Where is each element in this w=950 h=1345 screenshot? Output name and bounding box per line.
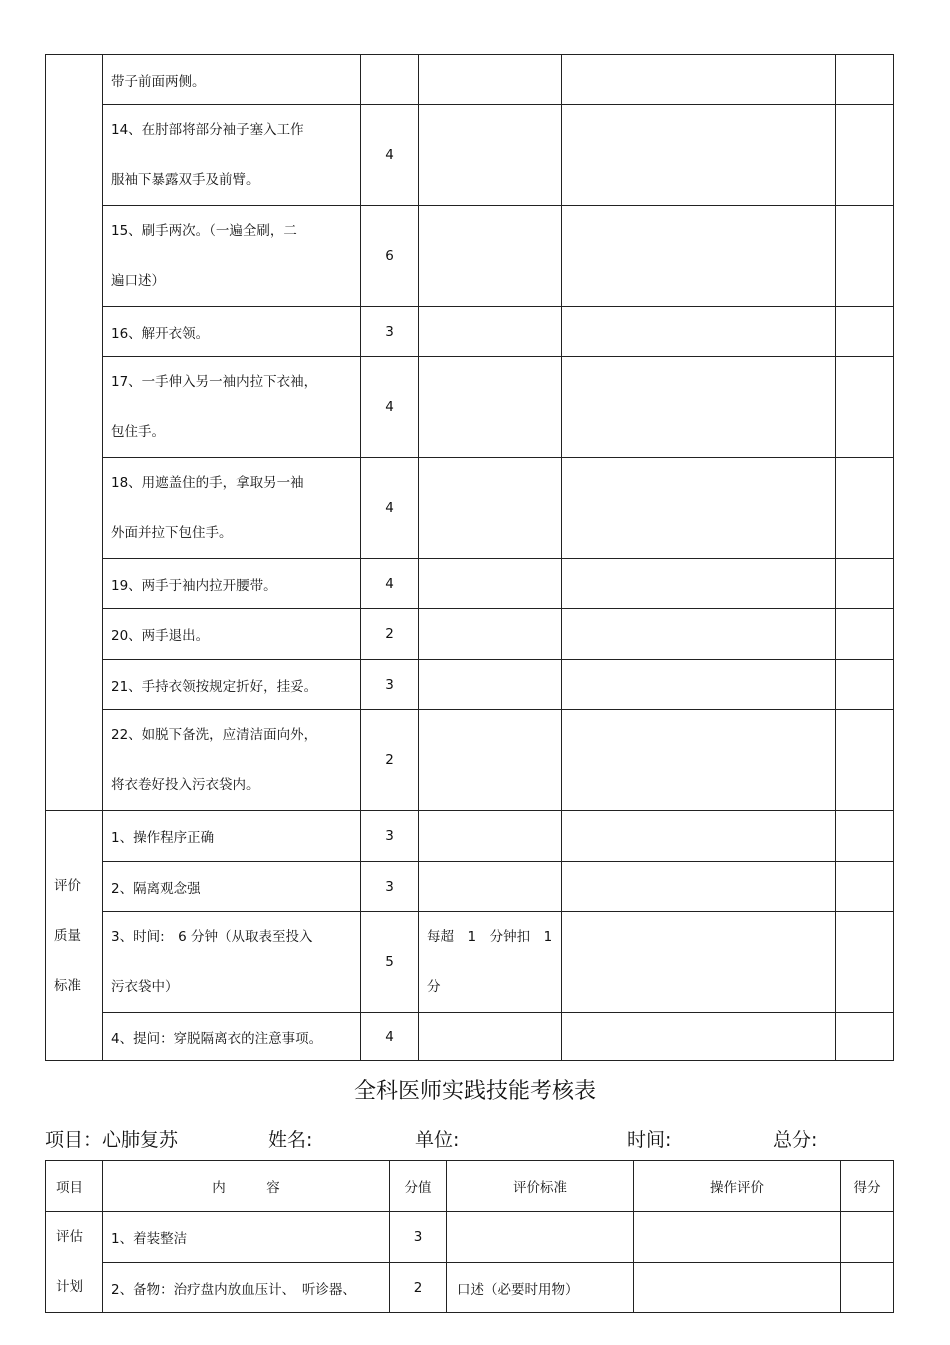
category-cell: 评估 计划 — [46, 1212, 103, 1313]
header-criteria: 评价标准 — [447, 1161, 634, 1212]
score-cell: 3 — [361, 307, 419, 357]
score-cell: 4 — [361, 105, 419, 206]
table-row — [46, 1212, 894, 1263]
table-row — [46, 1013, 894, 1061]
table-row — [46, 307, 894, 357]
score-cell: 2 — [361, 710, 419, 811]
score-cell: 4 — [361, 357, 419, 458]
content-cell: 带子前面两侧。 — [103, 55, 361, 105]
table-row — [46, 710, 894, 811]
total-label: 总分: — [773, 1129, 818, 1151]
score-cell: 4 — [361, 559, 419, 609]
time-label: 时间: — [627, 1129, 672, 1151]
content-cell: 1、操作程序正确 — [103, 811, 361, 862]
unit-label: 单位: — [415, 1129, 460, 1151]
assessment-table — [45, 1160, 894, 1313]
score-cell: 3 — [361, 660, 419, 710]
content-cell: 19、两手于袖内拉开腰带。 — [103, 559, 361, 609]
score-cell: 3 — [361, 862, 419, 912]
table-row — [46, 559, 894, 609]
header-content: 内 容 — [103, 1161, 390, 1212]
score-cell: 5 — [361, 912, 419, 1013]
content-cell: 18、用遮盖住的手，拿取另一袖 外面并拉下包住手。 — [103, 458, 361, 559]
criteria-cell: 口述（必要时用物） — [447, 1263, 634, 1313]
header-project: 项目 — [46, 1161, 103, 1212]
header-points: 得分 — [841, 1161, 894, 1212]
content-cell: 17、一手伸入另一袖内拉下衣袖， 包住手。 — [103, 357, 361, 458]
table-row — [46, 912, 894, 1013]
content-cell: 1、着装整洁 — [103, 1212, 390, 1263]
table-row — [46, 206, 894, 307]
table-row — [46, 862, 894, 912]
eval-category-cell: 评价 质量 标准 — [46, 811, 103, 1061]
continued-score-table — [45, 54, 894, 1061]
criteria-cell — [447, 1212, 634, 1263]
category-cell-empty — [46, 55, 103, 811]
content-cell: 16、解开衣领。 — [103, 307, 361, 357]
content-cell: 22、如脱下备洗，应清洁面向外， 将衣卷好投入污衣袋内。 — [103, 710, 361, 811]
table-row — [46, 458, 894, 559]
table-row — [46, 811, 894, 862]
header-operation-eval: 操作评价 — [634, 1161, 841, 1212]
table-header-row — [46, 1161, 894, 1212]
score-cell: 2 — [390, 1263, 447, 1313]
score-cell: 3 — [361, 811, 419, 862]
score-cell: 4 — [361, 458, 419, 559]
table-row — [46, 105, 894, 206]
project-label: 项目：心肺复苏 — [45, 1129, 179, 1151]
content-cell: 3、时间: 6 分钟（从取表至投入 污衣袋中） — [103, 912, 361, 1013]
score-cell: 6 — [361, 206, 419, 307]
table-row — [46, 609, 894, 660]
content-cell: 15、刷手两次。（一遍全刷，二 遍口述） — [103, 206, 361, 307]
table-row — [46, 55, 894, 105]
table-row — [46, 357, 894, 458]
content-cell: 21、手持衣领按规定折好，挂妥。 — [103, 660, 361, 710]
table-row — [46, 1263, 894, 1313]
form-title: 全科医师实践技能考核表 — [353, 1079, 596, 1104]
content-cell: 4、提问：穿脱隔离衣的注意事项。 — [103, 1013, 361, 1061]
score-cell: 3 — [390, 1212, 447, 1263]
content-cell: 2、隔离观念强 — [103, 862, 361, 912]
header-score: 分值 — [390, 1161, 447, 1212]
criteria-cell: 每超 1 分钟扣 1 分 — [419, 912, 562, 1013]
content-cell: 2、备物：治疗盘内放血压计、 听诊器、 — [103, 1263, 390, 1313]
name-label: 姓名: — [268, 1129, 313, 1151]
table-row — [46, 660, 894, 710]
score-cell — [361, 55, 419, 105]
content-cell: 20、两手退出。 — [103, 609, 361, 660]
score-cell: 4 — [361, 1013, 419, 1061]
content-cell: 14、在肘部将部分袖子塞入工作 服袖下暴露双手及前臂。 — [103, 105, 361, 206]
score-cell: 2 — [361, 609, 419, 660]
